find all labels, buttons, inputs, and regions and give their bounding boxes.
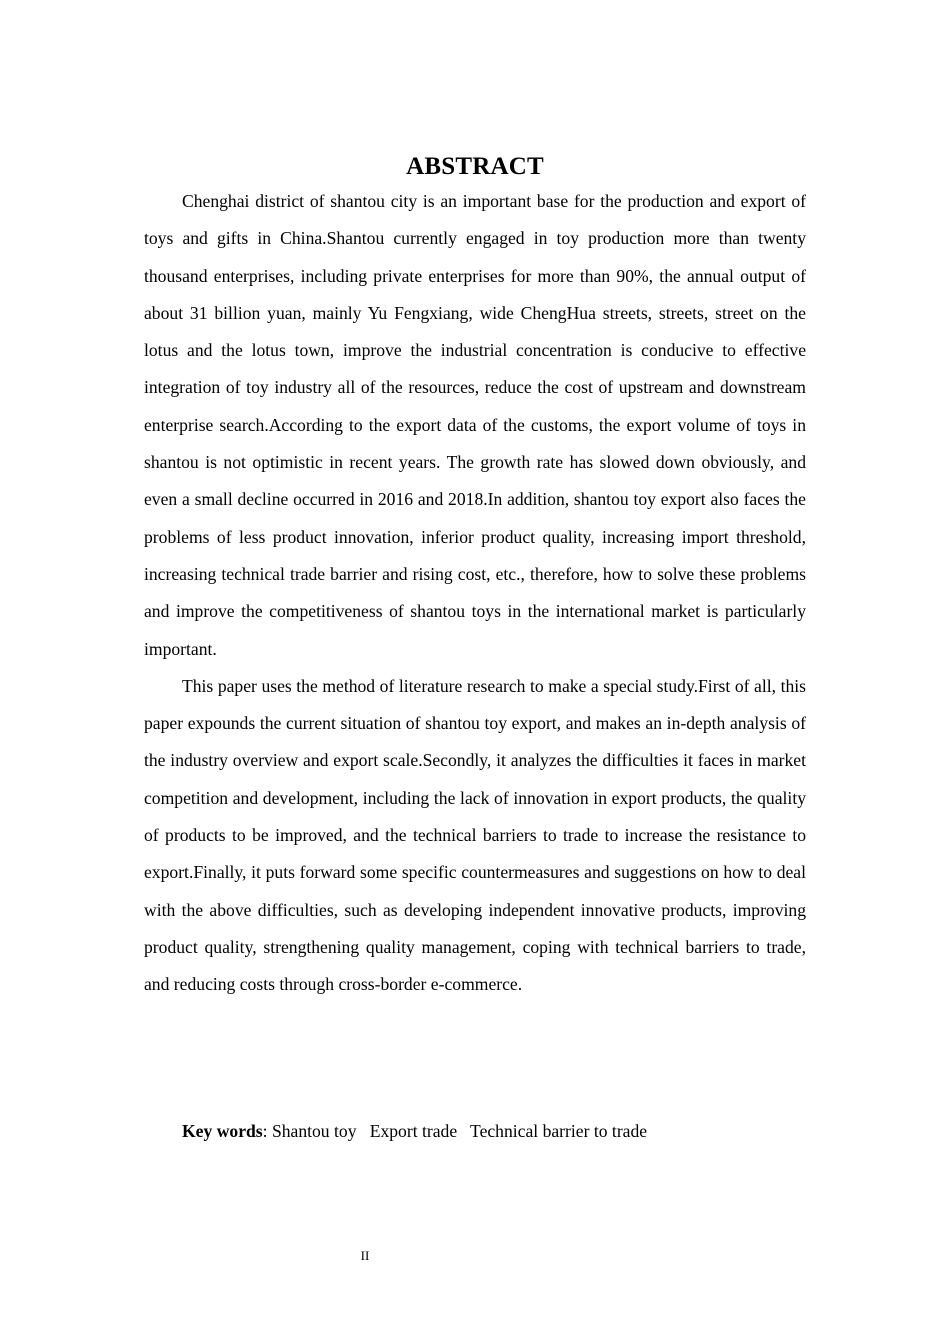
keyword-item-3: Technical barrier to trade (470, 1121, 648, 1141)
keywords-separator: : (262, 1121, 272, 1141)
page-number: II (360, 1248, 370, 1263)
abstract-body (144, 183, 806, 1004)
keywords-label: Key words (182, 1121, 263, 1141)
abstract-paragraph-2: This paper uses the method of literature research to make a special study.First of all, this paper expounds the current situation of shantou toy export, and makes an in-depth analysis of the industry overview and export scale.Secondly, it analyzes the difficulties it faces in market competition and development, including the lack of innovation in export products, the quality of products to be improved, and the technical barriers to trade to increase the resistance to export.Finally, it puts forward some specific countermeasures and suggestions on how to deal with the above difficulties, such as developing independent innovative products, improving product quality, strengthening quality management, coping with technical barriers to trade, and reducing costs through cross-border e-commerce. (144, 675, 806, 995)
keywords-line (182, 1113, 647, 1150)
abstract-title: ABSTRACT (406, 152, 544, 180)
keyword-item-2: Export trade (369, 1121, 458, 1141)
keyword-item-1: Shantou toy (271, 1121, 357, 1141)
abstract-paragraph-1: Chenghai district of shantou city is an important base for the production and export of toys and gifts in China.Shantou currently engaged in toy production more than twenty thousand enterprises, including private enterprises for more than 90%, the annual output of about 31 billion yuan, mainly Yu Fengxiang, wide ChengHua streets, streets, street on the lotus and the lotus town, improve the industrial concentration is conducive to effective integration of toy industry all of the resources, reduce the cost of upstream and downstream enterprise search.According to the export data of the customs, the export volume of toys in shantou is not optimistic in recent years. The growth rate has slowed down obviously, and even a small decline occurred in 2016 and 2018.In addition, shantou toy export also faces the problems of less product innovation, inferior product quality, increasing import threshold, increasing technical trade barrier and rising cost, etc., therefore, how to solve these problems and improve the competitiveness of shantou toys in the international market is particularly important. (144, 191, 806, 659)
